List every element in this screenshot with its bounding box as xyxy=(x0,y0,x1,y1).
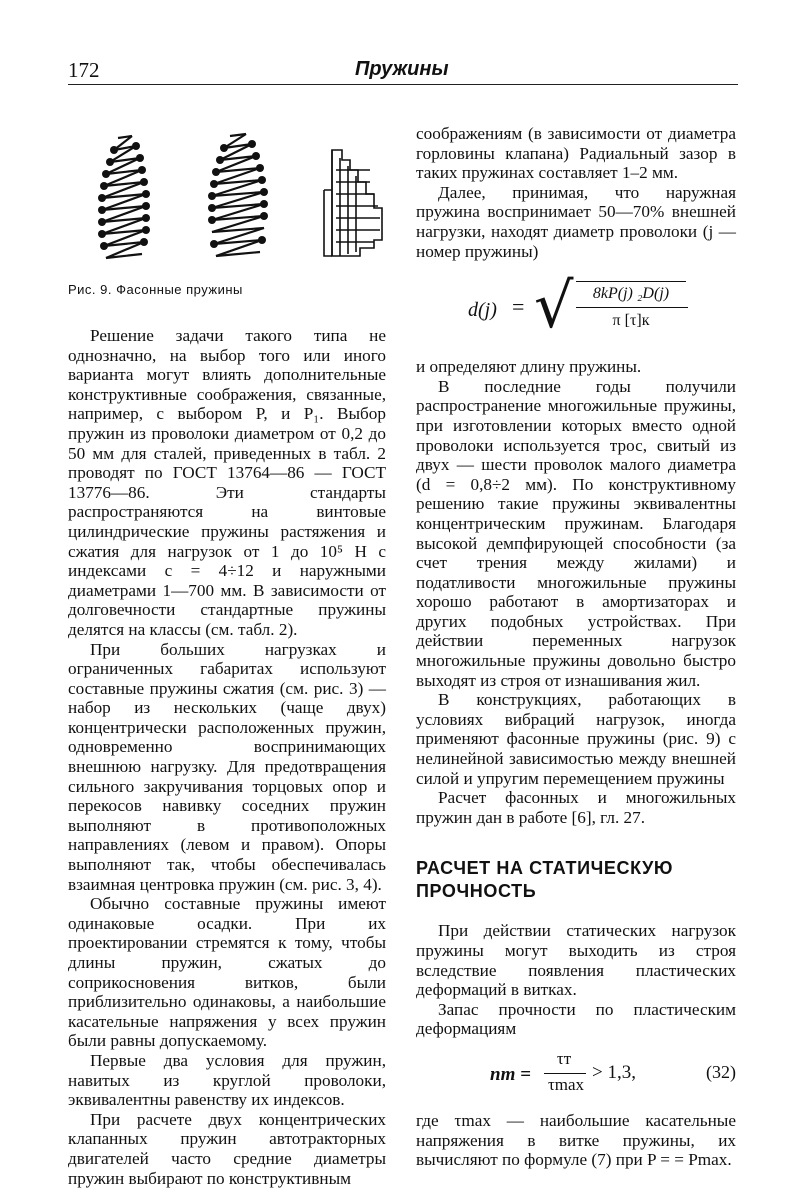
formula-wire-diameter xyxy=(416,269,736,353)
paragraph: При больших нагрузках и ограниченных габаритах используют составные пружины сжатия (см. рис. 3) — набор из нескольких (чаще двух) концентрически расположенных пружин, одновременно воспринимающих внешнюю нагрузку. Для предотвращения сильного закручивания торцовых опор и перекосов навивку соседних пружин выполняют в противоположных направлениях (левом и правом). Опоры выполняют так, чтобы обеспечивалась взаимная центровка пружин (см. рис. 3, 4). xyxy=(68,639,386,894)
formula-equals: = xyxy=(512,294,525,320)
sqrt-sign: √ xyxy=(534,269,574,343)
paragraph: где τmax — наибольшие касательные напряжения в витке пружины, их вычисляют по формуле (7) при P = = Pmax. xyxy=(416,1110,736,1170)
stepped-spring-profile xyxy=(324,150,382,256)
left-column xyxy=(68,326,386,1188)
formula-safety-factor xyxy=(416,1049,736,1105)
formula-numerator: τт xyxy=(556,1048,572,1068)
running-header-title: Пружины xyxy=(355,58,449,80)
figure-shaped-springs xyxy=(70,130,388,270)
paragraph: Решение задачи такого типа не однозначно, на выбор того или иного варианта могут влиять дополнительные конструктивные соображения, связанные, например, с выбором P, и P₁. Выбор пружин из проволоки диаметром от 0,2 до 50 мм для сталей, приведенных в табл. 2 проводят по ГОСТ 13764—86 — ГОСТ 13776—86. Эти стандарты распространяются на винтовые цилиндрические пружины растяжения и сжатия для нагрузок от 1 до 10⁵ Н с индексами c = 4÷12 и наружными диаметрами 1—700 мм. В зависимости от долговечности стандартные пружины делятся на классы (см. табл. 2). xyxy=(68,326,386,639)
page-number: 172 xyxy=(68,58,100,82)
paragraph: и определяют длину пружины. xyxy=(416,357,642,377)
formula-lhs: d(j) xyxy=(468,299,497,322)
figure-caption: Рис. 9. Фасонные пружины xyxy=(68,282,243,297)
fraction-bar xyxy=(544,1073,586,1074)
paragraph: соображениям (в зависимости от диаметра горловины клапана) Радиальный зазор в таких пружинах составляет 1–2 мм. xyxy=(416,124,736,183)
section-heading: РАСЧЕТ НА СТАТИЧЕСКУЮ ПРОЧНОСТЬ xyxy=(416,858,674,902)
fraction-bar xyxy=(576,307,688,308)
formula-rhs: > 1,3, xyxy=(592,1061,636,1083)
paragraph: При действии статических нагрузок пружины могут выходить из строя вследствие появления пластических деформаций в витках. xyxy=(416,921,736,1000)
springs-drawing xyxy=(70,130,388,270)
paragraph: В последние годы получили распространение многожильные пружины, при изготовлении которых вместо одной проволоки используется трос, свитый из двух — шести проволок малого диаметра (d = 0,8÷2 мм). По конструктивному решению такие пружины эквивалентны концентрическим пружинам. Благодаря высокой демпфирующей способности (за счет трения между жилами) и податливости многожильные пружины хорошо работают в амортизаторах и других подобных устройствах. При действии переменных нагрузок многожильные пружины довольно быстро выходят из строя от изнашивания жил. xyxy=(416,376,736,690)
formula-denominator: π [τ]к xyxy=(612,312,650,330)
header-divider xyxy=(68,84,738,85)
formula-denominator: τmax xyxy=(547,1074,585,1094)
right-column xyxy=(416,124,736,1170)
equation-number: (32) xyxy=(706,1061,736,1082)
formula-numerator: 8kP(j) ₂D(j) xyxy=(576,281,686,304)
paragraph: Расчет фасонных и многожильных пружин дан в работе [6], гл. 27. xyxy=(416,788,736,827)
paragraph: В конструкциях, работающих в условиях вибраций нагрузок, иногда применяют фасонные пружины (рис. 9) с нелинейной зависимостью между внешней силой и упругим перемещением пружины xyxy=(416,690,736,788)
formula-lhs: nт = xyxy=(490,1063,531,1085)
paragraph: Обычно составные пружины имеют одинаковые осадки. При их проектировании стремятся к тому, чтобы длины пружин, сжатых до соприкосновения витков, были приблизительно одинаковы, а наибольшие касательные напряжения у всех пружин были равны допускаемому. xyxy=(68,894,386,1051)
paragraph: Первые два условия для пружин, навитых из круглой проволоки, эквивалентны равенству их индексов. xyxy=(68,1050,386,1110)
paragraph: Запас прочности по пластическим деформациям xyxy=(416,999,736,1039)
paragraph: При расчете двух концентрических клапанных пружин автотракторных двигателей часто средние диаметры пружин выбирают по конструктивным xyxy=(68,1109,386,1188)
paragraph: Далее, принимая, что наружная пружина воспринимает 50—70% внешней нагрузки, находят диаметр проволоки (j — номер пружины) xyxy=(416,182,736,261)
